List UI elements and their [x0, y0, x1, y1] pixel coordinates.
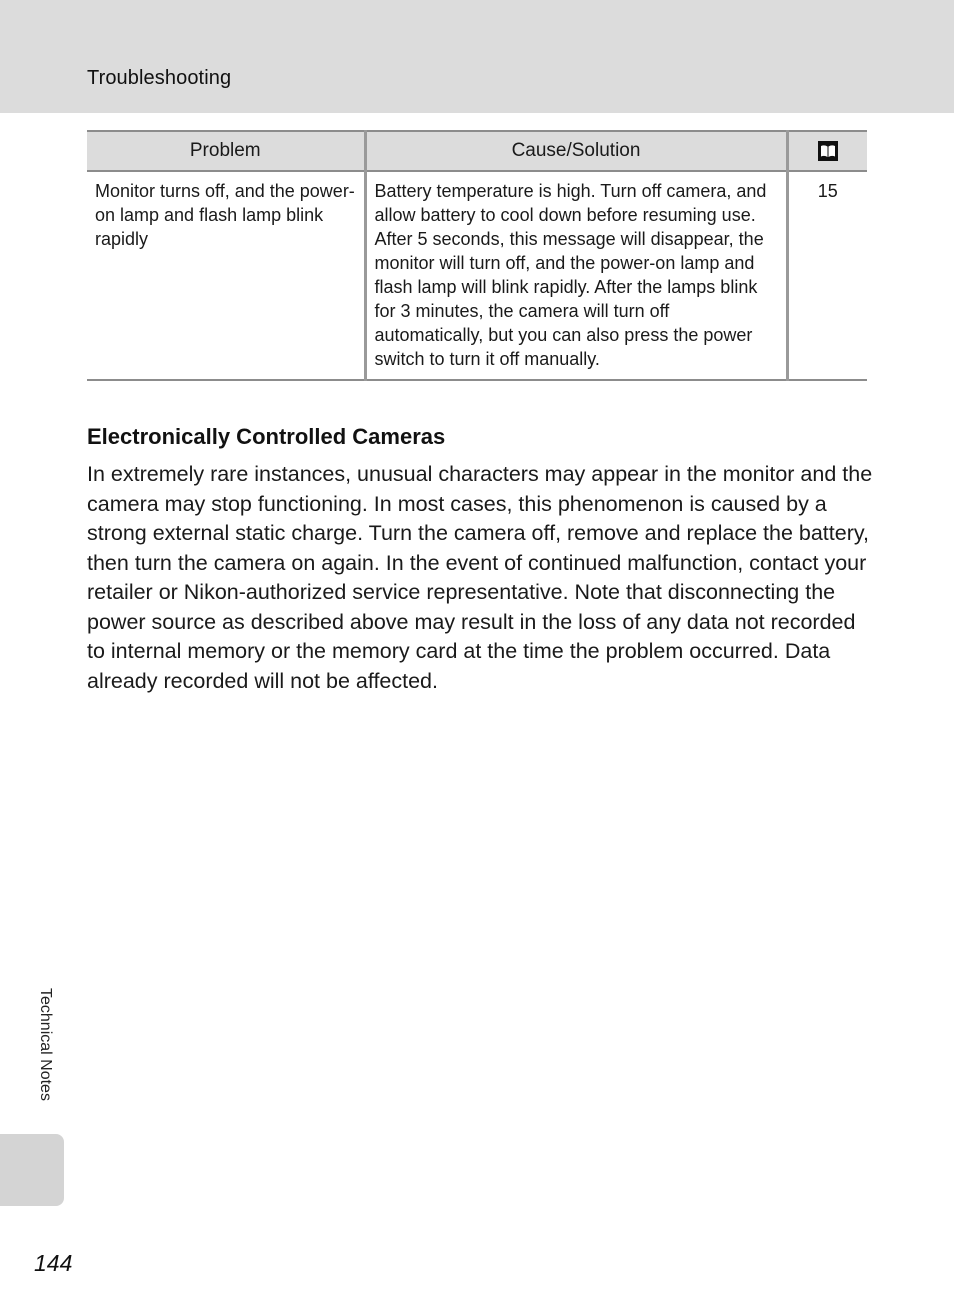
- page-number: 144: [34, 1250, 73, 1276]
- section-title: Troubleshooting: [87, 67, 232, 89]
- table-row: [87, 171, 867, 380]
- column-header-problem: Problem: [87, 131, 365, 171]
- section-heading: Electronically Controlled Cameras: [87, 424, 446, 449]
- column-header-page: [787, 131, 867, 171]
- section-body: In extremely rare instances, unusual characters may appear in the monitor and the camera may stop functioning. In most cases, this phenomenon is caused by a strong external static charge. Turn the camera off, remove and replace the battery, then turn the camera on again. In the event of continued malfunction, contact your retailer or Nikon-authorized service representative. Note that disconnecting the power source as described above may result in the loss of any data not recorded to internal memory or the memory card at the time the problem occurred. Data already recorded will not be affected.: [87, 462, 873, 693]
- table-header-row: [87, 131, 867, 171]
- problem-cell: Monitor turns off, and the power-on lamp and flash lamp blink rapidly: [87, 171, 365, 380]
- book-reference-icon: [818, 141, 838, 161]
- header-band: [0, 0, 954, 113]
- page-reference-cell: 15: [787, 171, 867, 380]
- column-header-cause-solution: Cause/Solution: [365, 131, 787, 171]
- side-tab: [0, 1134, 64, 1206]
- cause-solution-cell: Battery temperature is high. Turn off camera, and allow battery to cool down before resuming use. After 5 seconds, this message will disappear, the monitor will turn off, and the power-on lamp and flash lamp will blink rapidly. After the lamps blink for 3 minutes, the camera will turn off automatically, but you can also press the power switch to turn it off manually.: [365, 171, 787, 380]
- side-tab-label: Technical Notes: [37, 988, 54, 1101]
- troubleshooting-table: [87, 130, 867, 381]
